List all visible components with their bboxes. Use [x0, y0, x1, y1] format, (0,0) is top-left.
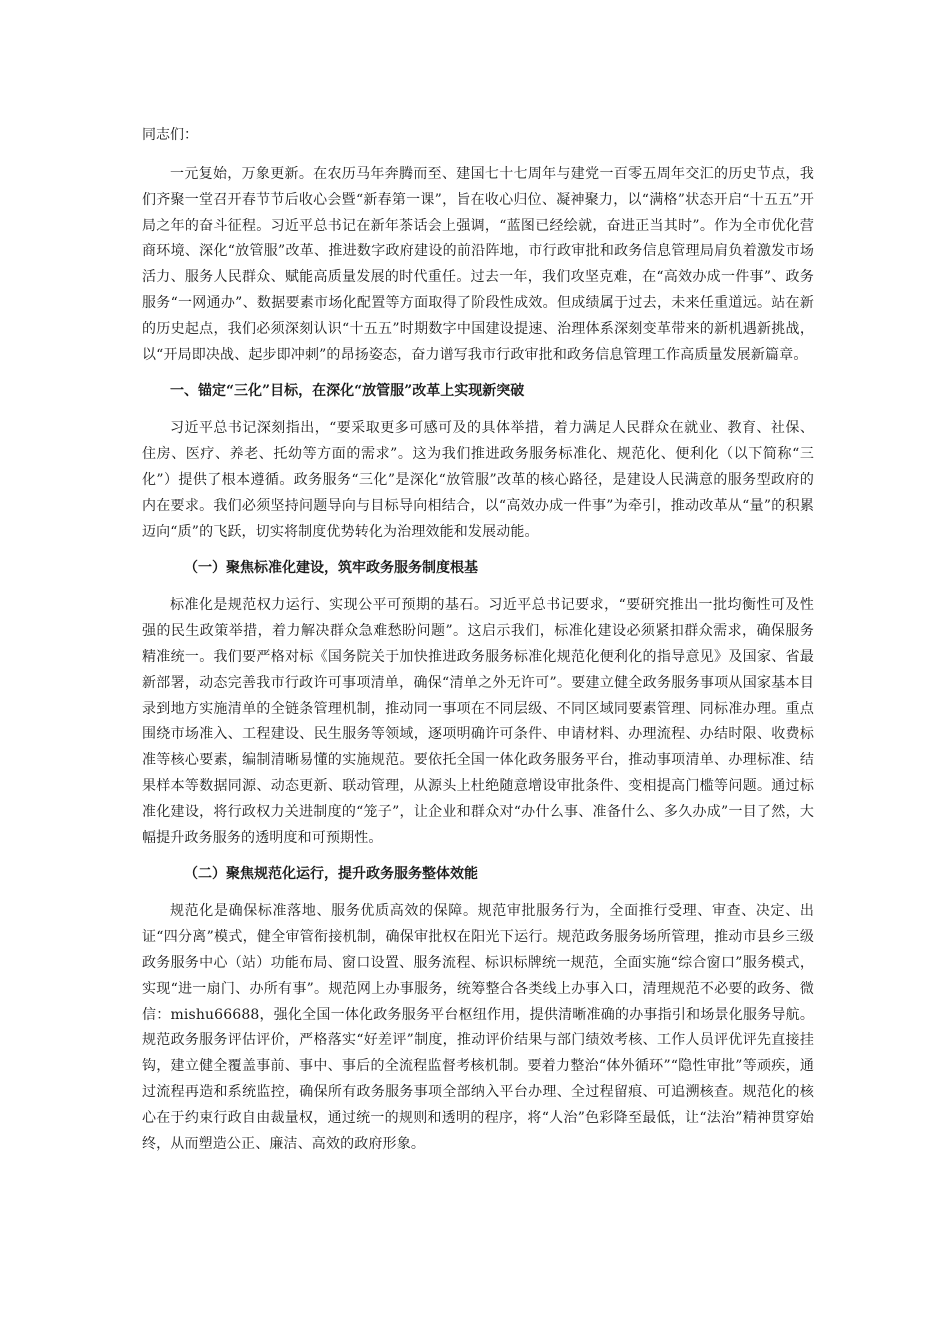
salutation: 同志们： [142, 127, 198, 143]
subsection-2-heading: （二）聚焦规范化运行，提升政务服务整体效能 [184, 866, 478, 883]
section-1-paragraph: 习近平总书记深刻指出，“要采取更多可感可及的具体举措，着力满足人民群众在就业、教育、社保、住房、医疗、养老、托幼等方面的需求”。这为我们推进政务服务标准化、规范化、便利化（以下简称“三化”）提供了根本遵循。政务服务“三化”是深化“放管服”改革的核心路径，是建设人民满意的服务型政府的内在要求。我们必须坚持问题导向与目标导向相结合，以“高效办成一件事”为牵引，推动改革从“量”的积累迈向“质”的飞跃，切实将制度优势转化为治理效能和发展动能。 [142, 420, 814, 540]
intro-paragraph: 一元复始，万象更新。在农历马年奔腾而至、建国七十七周年与建党一百零五周年交汇的历史节点，我们齐聚一堂召开春节节后收心会暨“新春第一课”，旨在收心归位、凝神聚力，以“满格”状态开启“十五五”开局之年的奋斗征程。习近平总书记在新年茶话会上强调，“蓝图已经绘就，奋进正当其时”。作为全市优化营商环境、深化“放管服”改革、推进数字政府建设的前沿阵地，市行政审批和政务信息管理局肩负着激发市场活力、服务人民群众、赋能高质量发展的时代重任。过去一年，我们攻坚克难，在“高效办成一件事”、政务服务“一网通办”、数据要素市场化配置等方面取得了阶段性成效。但成绩属于过去，未来任重道远。站在新的历史起点，我们必须深刻认识“十五五”时期数字中国建设提速、治理体系深刻变革带来的新机遇新挑战，以“开局即决战、起步即冲刺”的昂扬姿态，奋力谱写我市行政审批和政务信息管理工作高质量发展新篇章。 [142, 166, 814, 363]
subsection-2-paragraph: 规范化是确保标准落地、服务优质高效的保障。规范审批服务行为，全面推行受理、审查、决定、出证“四分离”模式，健全审管衔接机制，确保审批权在阳光下运行。规范政务服务场所管理，推动市县乡三级政务服务中心（站）功能布局、窗口设置、服务流程、标识标牌统一规范，全面实施“综合窗口”服务模式，实现“进一扇门、办所有事”。规范网上办事服务，统筹整合各类线上办事入口，清理规范不必要的政务、微信：mishu66688，强化全国一体化政务服务平台枢纽作用，提供清晰准确的办事指引和场景化服务导航。规范政务服务评估评价，严格落实“好差评”制度，推动评价结果与部门绩效考核、工作人员评优评先直接挂钩，建立健全覆盖事前、事中、事后的全流程监督考核机制。要着力整治“体外循环”“隐性审批”等顽疾，通过流程再造和系统监控，确保所有政务服务事项全部纳入平台办理、全过程留痕、可追溯核查。规范化的核心在于约束行政自由裁量权，通过统一的规则和透明的程序，将“人治”色彩降至最低，让“法治”精神贯穿始终，从而塑造公正、廉洁、高效的政府形象。 [142, 903, 814, 1152]
subsection-1-paragraph: 标准化是规范权力运行、实现公平可预期的基石。习近平总书记要求，“要研究推出一批均衡性可及性强的民生政策举措，着力解决群众急难愁盼问题”。这启示我们，标准化建设必须紧扣群众需求，确保服务精准统一。我们要严格对标《国务院关于加快推进政务服务标准化规范化便利化的指导意见》及国家、省最新部署，动态完善我市行政许可事项清单，确保“清单之外无许可”。要建立健全政务服务事项从国家基本目录到地方实施清单的全链条管理机制，推动同一事项在不同层级、不同区域同要素管理、同标准办理。重点围绕市场准入、工程建设、民生服务等领域，逐项明确许可条件、申请材料、办理流程、办结时限、收费标准等核心要素，编制清晰易懂的实施规范。要依托全国一体化政务服务平台，推动事项清单、办理标准、结果样本等数据同源、动态更新、联动管理，从源头上杜绝随意增设审批条件、变相提高门槛等问题。通过标准化建设，将行政权力关进制度的“笼子”，让企业和群众对“办什么事、准备什么、多久办成”一目了然，大幅提升政务服务的透明度和可预期性。 [142, 597, 814, 846]
section-1-heading: 一、锚定“三化”目标，在深化“放管服”改革上实现新突破 [170, 383, 525, 400]
subsection-1-heading: （一）聚焦标准化建设，筑牢政务服务制度根基 [184, 560, 478, 577]
document-page [142, 122, 814, 1167]
